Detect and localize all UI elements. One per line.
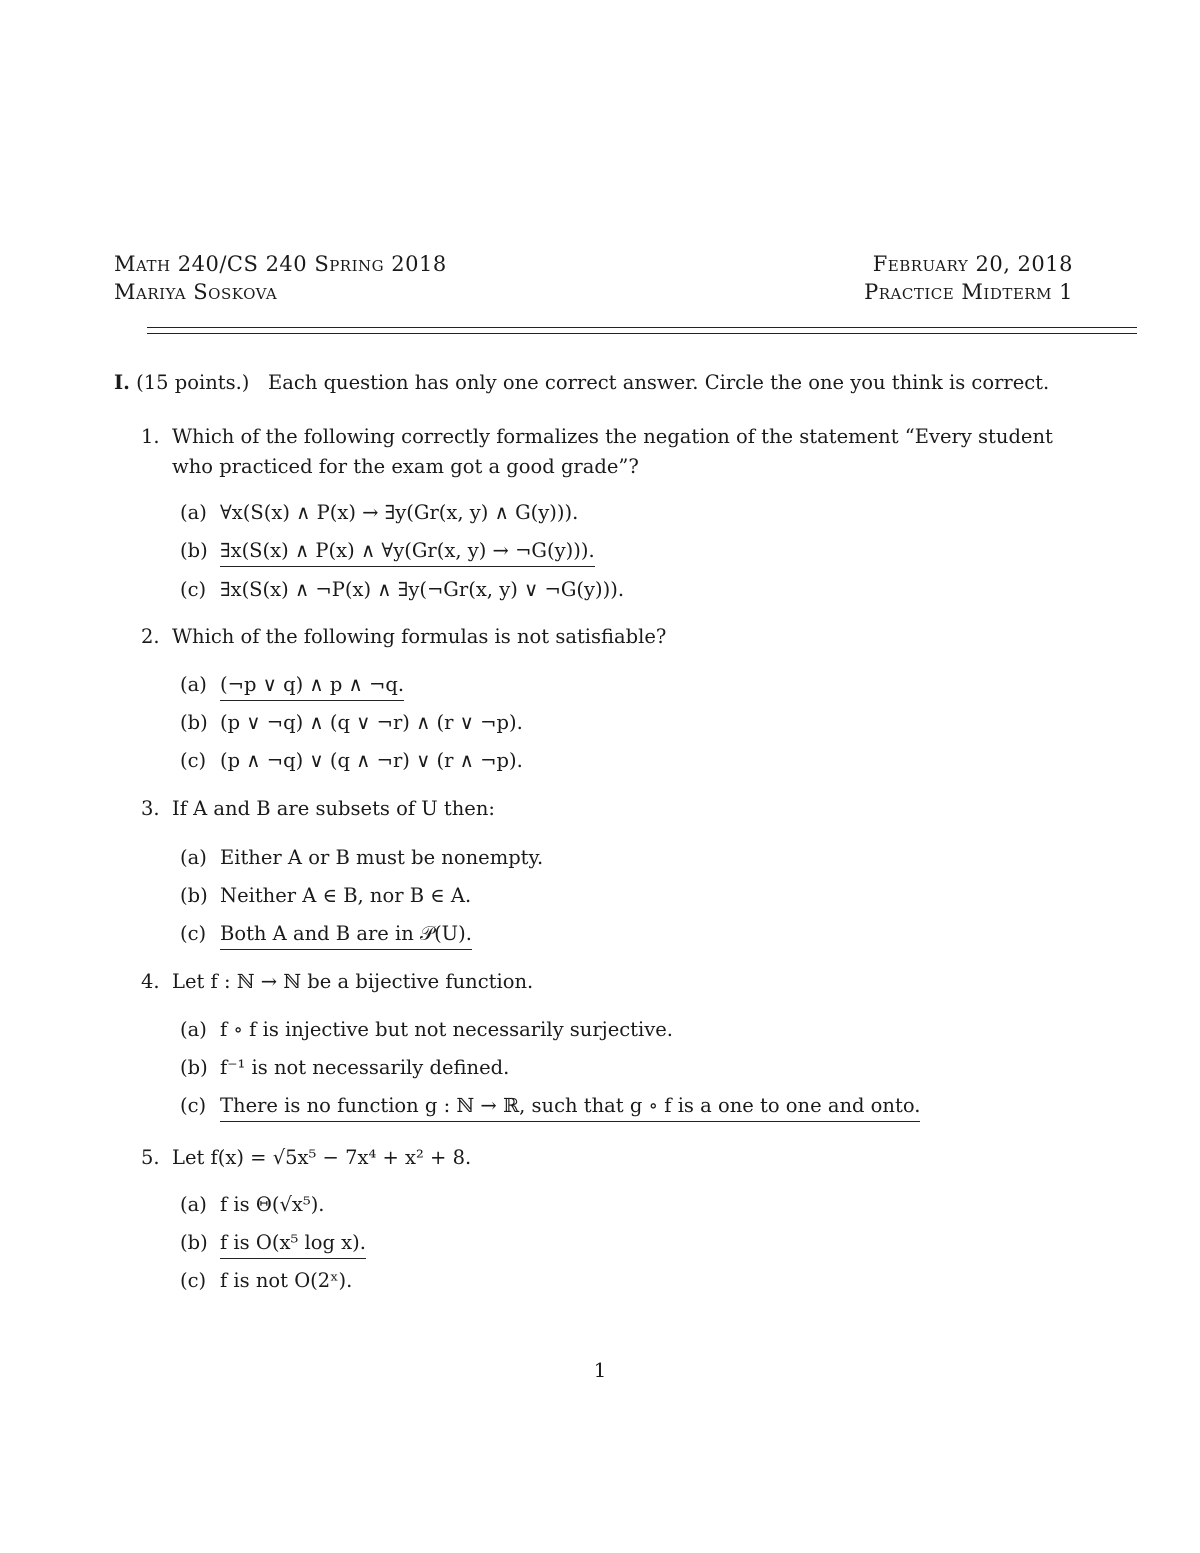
question-text-line: Which of the following correctly formalizes the negation of the statement “Every student [172,425,1053,448]
section-points: (15 points.) [136,371,250,394]
exam-date: February 20, 2018 [872,252,1073,276]
section-instruction-text: Each question has only one correct answer. Circle the one you think is correct. [268,371,1050,394]
option-text: f is not O(2ˣ). [220,1269,353,1292]
option-text-underlined: ∃x(S(x) ∧ P(x) ∧ ∀y(Gr(x, y) → ¬G(y))). [220,538,595,567]
question-text [172,422,1053,482]
option-text: (p ∧ ¬q) ∨ (q ∧ ¬r) ∨ (r ∧ ¬p). [220,749,523,772]
question-number: 5. [141,1146,160,1169]
question-number: 2. [141,625,160,648]
option-text: ∀x(S(x) ∧ P(x) → ∃y(Gr(x, y) ∧ G(y))). [220,501,579,524]
instructor-name: Mariya Soskova [114,280,278,304]
option-text-underlined: (¬p ∨ q) ∧ p ∧ ¬q. [220,672,404,701]
option-text: ∃x(S(x) ∧ ¬P(x) ∧ ∃y(¬Gr(x, y) ∨ ¬G(y))). [220,578,625,601]
option-label: (c) [180,578,207,601]
option-text-underlined: f is O(x⁵ log x). [220,1230,366,1259]
section-label: I. [114,371,130,394]
option-text: Either A or B must be nonempty. [220,846,544,869]
course-title: Math 240/CS 240 Spring 2018 [114,252,447,276]
question-number: 3. [141,797,160,820]
option-text: f ∘ f is injective but not necessarily surjective. [220,1018,674,1041]
header-rule-top [147,327,1137,328]
exam-title: Practice Midterm 1 [864,280,1073,304]
question-text [172,794,495,824]
question-text-line: Let f(x) = √5x⁵ − 7x⁴ + x² + 8. [172,1146,472,1169]
option-text: Neither A ∈ B, nor B ∈ A. [220,884,472,907]
option-label: (a) [180,846,207,869]
option-text: (p ∨ ¬q) ∧ (q ∨ ¬r) ∧ (r ∨ ¬p). [220,711,523,734]
option-label: (a) [180,1193,207,1216]
header-rule-bottom [147,333,1137,334]
question-number: 4. [141,970,160,993]
option-label: (b) [180,711,208,734]
option-label: (b) [180,1056,208,1079]
option-label: (c) [180,1269,207,1292]
option-label: (a) [180,673,207,696]
question-text-line: If A and B are subsets of U then: [172,797,495,820]
option-text-underlined: There is no function g : ℕ → ℝ, such that g ∘ f is a one to one and onto. [220,1093,920,1122]
option-text: f⁻¹ is not necessarily defined. [220,1056,510,1079]
option-label: (b) [180,1231,208,1254]
question-text [172,967,533,997]
option-label: (c) [180,922,207,945]
option-label: (b) [180,539,208,562]
option-label: (c) [180,1094,207,1117]
question-text-line: Let f : ℕ → ℕ be a bijective function. [172,970,534,993]
question-text-line: who practiced for the exam got a good grade”? [172,455,639,478]
question-number: 1. [141,425,160,448]
option-label: (c) [180,749,207,772]
header-left [114,250,447,306]
question-text-line: Which of the following formulas is not satisfiable? [172,625,667,648]
option-text: f is Θ(√x⁵). [220,1193,325,1216]
page-number: 1 [593,1358,607,1382]
question-text [172,1143,471,1173]
section-instructions [114,370,1049,396]
option-text-underlined: Both A and B are in 𝒫(U). [220,921,472,950]
question-text [172,622,666,652]
option-label: (a) [180,1018,207,1041]
option-label: (b) [180,884,208,907]
option-label: (a) [180,501,207,524]
header-right [864,250,1073,306]
